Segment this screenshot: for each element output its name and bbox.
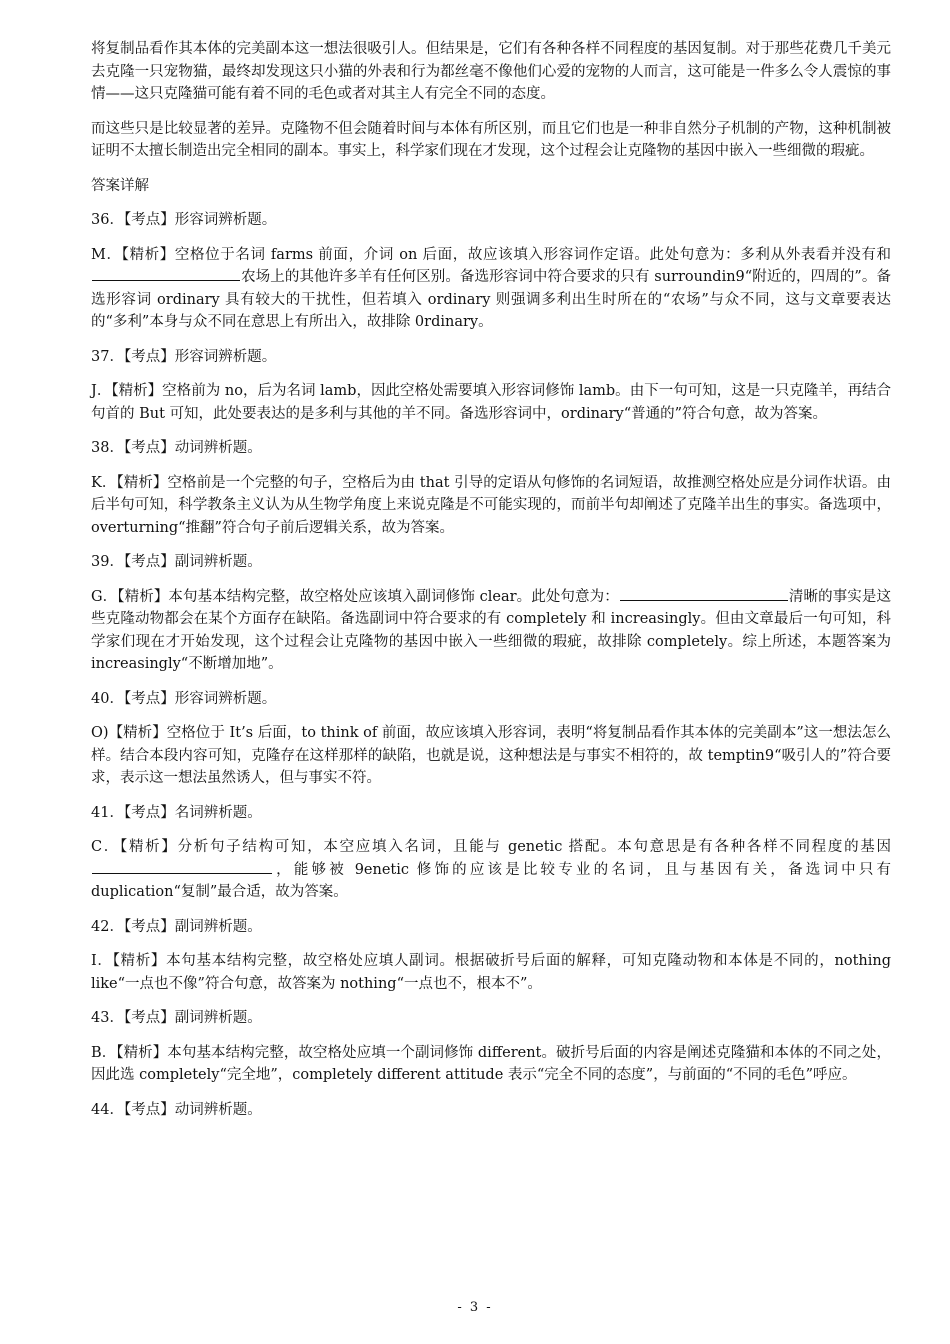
q41-analysis bbox=[91, 836, 891, 904]
q37-analysis: J．【精析】空格前为 no，后为名词 lamb，因此空格处需要填入形容词修饰 lamb。由下一句可知，这是一只克隆羊，再结合句首的 But 可知，此处要表达的是多利与其他的羊不同。备选形容词中，ordinary“普通的”符合句意，故为答案。 bbox=[91, 383, 891, 422]
q39-analysis bbox=[91, 586, 891, 676]
paragraph-translation-2: 而这些只是比较显著的差异。克隆物不但会随着时间与本体有所区别，而且它们也是一种非自然分子机制的产物，这种机制被证明不太擅长制造出完全相同的副本。事实上，科学家们现在才发现，这个过程会让克隆物的基因中嵌入一些细微的瑕疵。 bbox=[91, 120, 891, 159]
answer-blank bbox=[620, 586, 788, 601]
q37-point: 37．【考点】形容词辨析题。 bbox=[91, 348, 277, 365]
q39-text-after: 清晰的事实是这些克隆动物都会在某个方面存在缺陷。备选副词中符合要求的有 completely 和 increasingly。但由文章最后一句可知，科学家们现在才开始发现，这个过程会让克隆物的基因中嵌入一些细微的瑕疵，故排除 completely。综上所述，本题答案为 increasingly“不断增加地”。 bbox=[91, 588, 892, 672]
paragraph-translation-1: 将复制品看作其本体的完美副本这一想法很吸引人。但结果是，它们有各种各样不同程度的基因复制。对于那些花费几千美元去克隆一只宠物猫，最终却发现这只小猫的外表和行为都丝毫不像他们心爱的宠物的人而言，这可能是一件多么令人震惊的事情——这只克隆猫可能有着不同的毛色或者对其主人有完全不同的态度。 bbox=[91, 41, 891, 102]
answer-blank bbox=[92, 266, 240, 281]
q36-point: 36．【考点】形容词辨析题。 bbox=[91, 212, 277, 228]
document-body bbox=[91, 38, 891, 1133]
q41-text-before: C．【精析】分析句子结构可知，本空应填入名词，且能与 genetic 搭配。本句意思是有各种各样不同程度的基因 bbox=[91, 839, 891, 855]
q42-point: 42．【考点】副词辨析题。 bbox=[91, 918, 262, 935]
q42-analysis: I．【精析】本句基本结构完整，故空格处应填人副词。根据破折号后面的解释，可知克隆动物和本体是不同的，nothing like“一点也不像”符合句意，故答案为 nothing“一点也不，根本不”。 bbox=[91, 953, 891, 992]
q41-text-after: ，能够被 9enetic 修饰的应该是比较专业的名词，且与基因有关，备选词中只有 duplication“复制”最合适，故为答案。 bbox=[91, 861, 891, 900]
q38-analysis: K．【精析】空格前是一个完整的句子，空格后为由 that 引导的定语从句修饰的名词短语，故推测空格处应是分词作状语。由后半句可知，科学教条主义认为从生物学角度上来说克隆是不可能实现的，而前半句却阐述了克隆羊出生的事实。备选项中，overturning“推翻”符合句子前后逻辑关系，故为答案。 bbox=[91, 474, 891, 536]
q36-analysis bbox=[91, 244, 891, 334]
q36-text-before: M．【精析】空格位于名词 farms 前面，介词 on 后面，故应该填入形容词作定语。此处句意为：多利从外表看并没有和 bbox=[91, 246, 891, 263]
q40-analysis: O)【精析】空格位于 It’s 后面，to think of 前面，故应该填入形容词，表明“将复制品看作其本体的完美副本”这一想法怎么样。结合本段内容可知，克隆存在这样那样的缺陷，也就是说，这种想法是与事实不相符的，故 temptin9“吸引人的”符合要求，表示这一想法虽然诱人，但与事实不符。 bbox=[91, 725, 891, 786]
q43-analysis: B．【精析】本句基本结构完整，故空格处应填一个副词修饰 different。破折号后面的内容是阐述克隆猫和本体的不同之处，因此选 completely“完全地”，completely different attitude 表示“完全不同的态度”，与前面的“不同的毛色”呼应。 bbox=[91, 1044, 891, 1083]
q43-point: 43．【考点】副词辨析题。 bbox=[91, 1010, 262, 1026]
q44-point: 44．【考点】动词辨析题。 bbox=[91, 1101, 262, 1118]
answer-blank bbox=[92, 859, 272, 874]
answer-heading: 答案详解 bbox=[91, 177, 149, 194]
q41-point: 41．【考点】名词辨析题。 bbox=[91, 804, 262, 821]
q39-text-before: G．【精析】本句基本结构完整，故空格处应该填入副词修饰 clear。此处句意为： bbox=[91, 588, 619, 605]
q36-text-after: 农场上的其他许多羊有任何区别。备选形容词中符合要求的只有 surroundin9“附近的，四周的”。备选形容词 ordinary 具有较大的干扰性，但若填入 ordinary 则强调多利出生时所在的“农场”与众不同，这与文章要表达的“多利”本身与众不同在意思上有所出入，故排除 0rdinary。 bbox=[91, 269, 891, 330]
q40-point: 40．【考点】形容词辨析题。 bbox=[91, 690, 277, 707]
q38-point: 38．【考点】动词辨析题。 bbox=[91, 440, 262, 456]
q39-point: 39．【考点】副词辨析题。 bbox=[91, 554, 262, 570]
page-number: - 3 - bbox=[457, 1300, 493, 1315]
